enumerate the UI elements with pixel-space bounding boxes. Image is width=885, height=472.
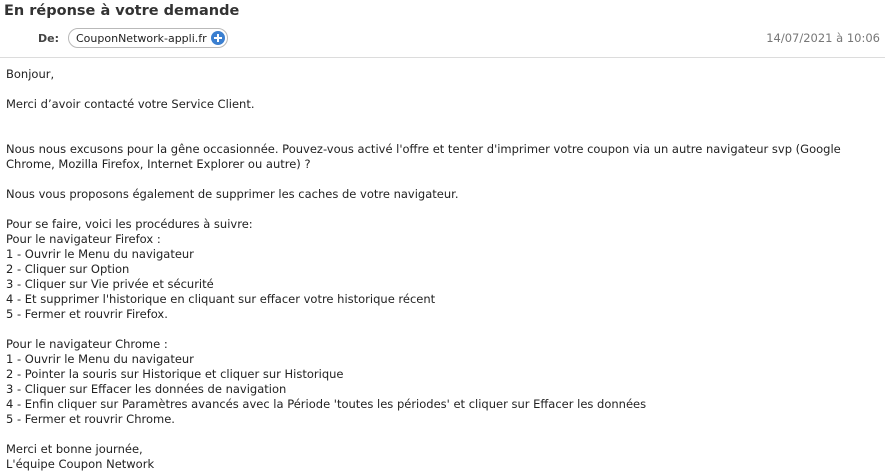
chrome-step: 1 - Ouvrir le Menu du navigateur bbox=[6, 352, 194, 366]
greeting: Bonjour, bbox=[6, 67, 55, 81]
chrome-step: 5 - Fermer et rouvrir Chrome. bbox=[6, 412, 175, 426]
firefox-title: Pour le navigateur Firefox : bbox=[6, 232, 161, 246]
from-row bbox=[38, 27, 228, 49]
procedure-intro: Pour se faire, voici les procédures à suivre: bbox=[6, 217, 253, 231]
email-body bbox=[6, 67, 882, 472]
firefox-step: 1 - Ouvrir le Menu du navigateur bbox=[6, 247, 194, 261]
chrome-title: Pour le navigateur Chrome : bbox=[6, 337, 168, 351]
email-date: 14/07/2021 à 10:06 bbox=[766, 31, 880, 45]
firefox-step: 4 - Et supprimer l'historique en cliquant sur effacer votre historique récent bbox=[6, 292, 436, 306]
signature: L'équipe Coupon Network bbox=[6, 457, 155, 471]
sender-name: CouponNetwork-appli.fr bbox=[76, 31, 207, 45]
chrome-step: 4 - Enfin cliquer sur Paramètres avancés avec la Période 'toutes les périodes' et cliquer sur Effacer les données bbox=[6, 397, 647, 411]
firefox-step: 5 - Fermer et rouvrir Firefox. bbox=[6, 307, 168, 321]
firefox-step: 3 - Cliquer sur Vie privée et sécurité bbox=[6, 277, 214, 291]
closing: Merci et bonne journée, bbox=[6, 442, 143, 456]
thanks-text: Merci d’avoir contacté votre Service Client. bbox=[6, 97, 255, 111]
firefox-step: 2 - Cliquer sur Option bbox=[6, 262, 130, 276]
sender-chip[interactable] bbox=[68, 28, 228, 48]
add-contact-plus-icon[interactable] bbox=[211, 31, 225, 45]
chrome-step: 2 - Pointer la souris sur Historique et cliquer sur Historique bbox=[6, 367, 344, 381]
from-label: De: bbox=[38, 31, 59, 45]
email-subject: En réponse à votre demande bbox=[4, 3, 240, 19]
cache-suggestion: Nous vous proposons également de supprimer les caches de votre navigateur. bbox=[6, 187, 459, 201]
email-header bbox=[0, 0, 885, 58]
apology-paragraph: Nous nous excusons pour la gêne occasionnée. Pouvez-vous activé l'offre et tenter d'imprimer votre coupon via un autre navigateur svp (Google Chrome, Mozilla Firefox, Internet Explorer ou autre) ? bbox=[6, 142, 841, 171]
chrome-step: 3 - Cliquer sur Effacer les données de navigation bbox=[6, 382, 287, 396]
